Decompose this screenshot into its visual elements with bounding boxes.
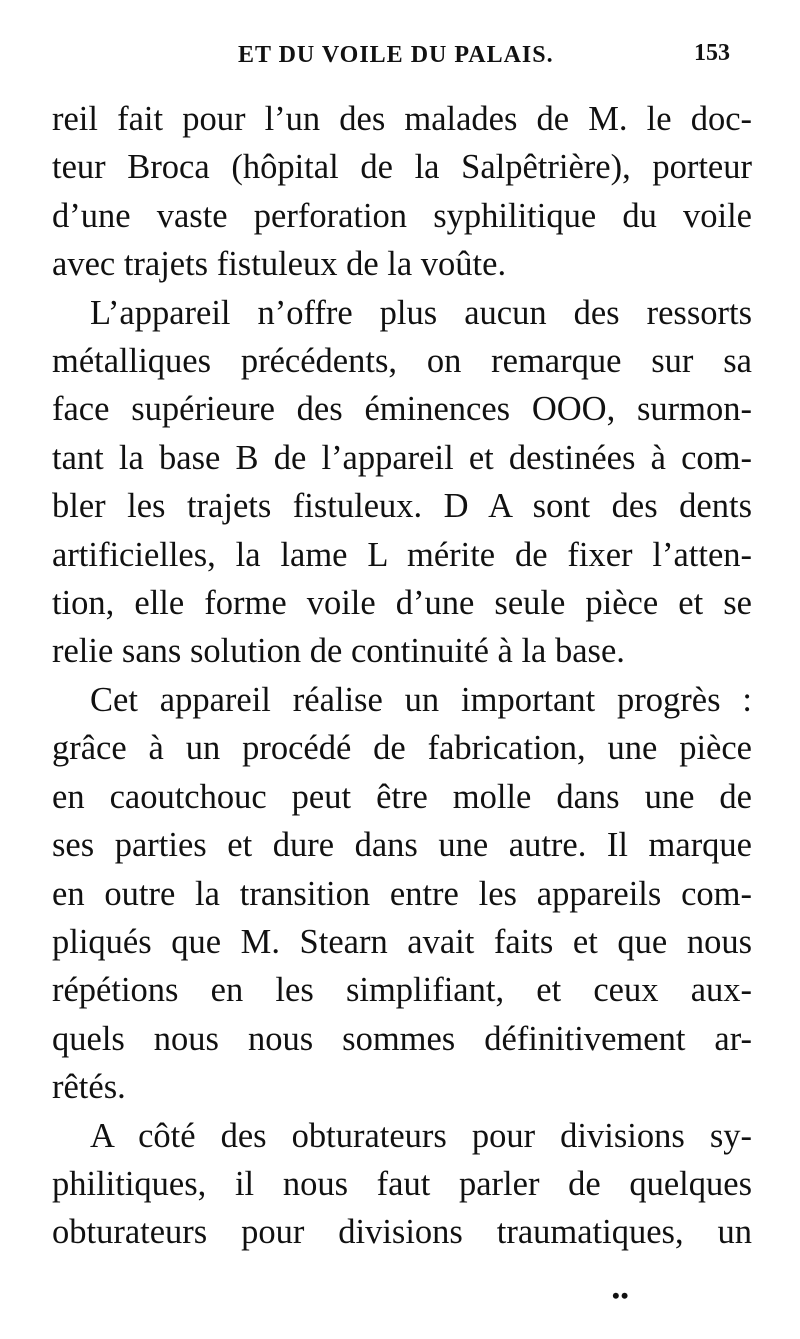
page-number: 153: [694, 40, 730, 66]
text-line: d’une vaste perforation syphilitique du voile: [52, 196, 752, 235]
text-line: pliqués que M. Stearn avait faits et que nous: [52, 922, 752, 961]
signature-mark: ••: [612, 1283, 630, 1308]
text-line: rêtés.: [52, 1068, 126, 1107]
text-line: artificielles, la lame L mérite de fixer l’atten-: [52, 535, 752, 574]
text-line: avec trajets fistuleux de la voûte.: [52, 245, 507, 284]
text-line: relie sans solution de continuité à la base.: [52, 632, 625, 671]
text-line: Cet appareil réalise un important progrès :: [90, 680, 752, 719]
text-line: métalliques précédents, on remarque sur sa: [52, 342, 752, 381]
text-line: reil fait pour l’un des malades de M. le doc-: [52, 100, 752, 138]
text-line: tion, elle forme voile d’une seule pièce et se: [52, 584, 752, 623]
body-text: [52, 95, 752, 1257]
text-line: obturateurs pour divisions traumatiques, un: [52, 1213, 752, 1252]
text-line: philitiques, il nous faut parler de quelques: [52, 1164, 752, 1203]
text-line: L’appareil n’offre plus aucun des ressorts: [90, 293, 752, 332]
text-line: bler les trajets fistuleux. D A sont des dents: [52, 487, 752, 526]
text-line: en outre la transition entre les appareils com-: [52, 874, 752, 913]
text-line: tant la base B de l’appareil et destinées à com-: [52, 438, 752, 477]
text-line: répétions en les simplifiant, et ceux aux-: [52, 971, 752, 1010]
page-header: [0, 38, 800, 78]
text-line: A côté des obturateurs pour divisions sy-: [90, 1116, 752, 1155]
running-head: ET DU VOILE DU PALAIS.: [238, 42, 554, 68]
text-line: quels nous nous sommes définitivement ar-: [52, 1019, 752, 1058]
text-line: ses parties et dure dans une autre. Il marque: [52, 826, 752, 865]
text-line: face supérieure des éminences OOO, surmon-: [52, 390, 752, 429]
text-line: grâce à un procédé de fabrication, une pièce: [52, 729, 752, 768]
text-line: en caoutchouc peut être molle dans une de: [52, 777, 752, 816]
text-line: teur Broca (hôpital de la Salpêtrière), porteur: [52, 148, 752, 187]
